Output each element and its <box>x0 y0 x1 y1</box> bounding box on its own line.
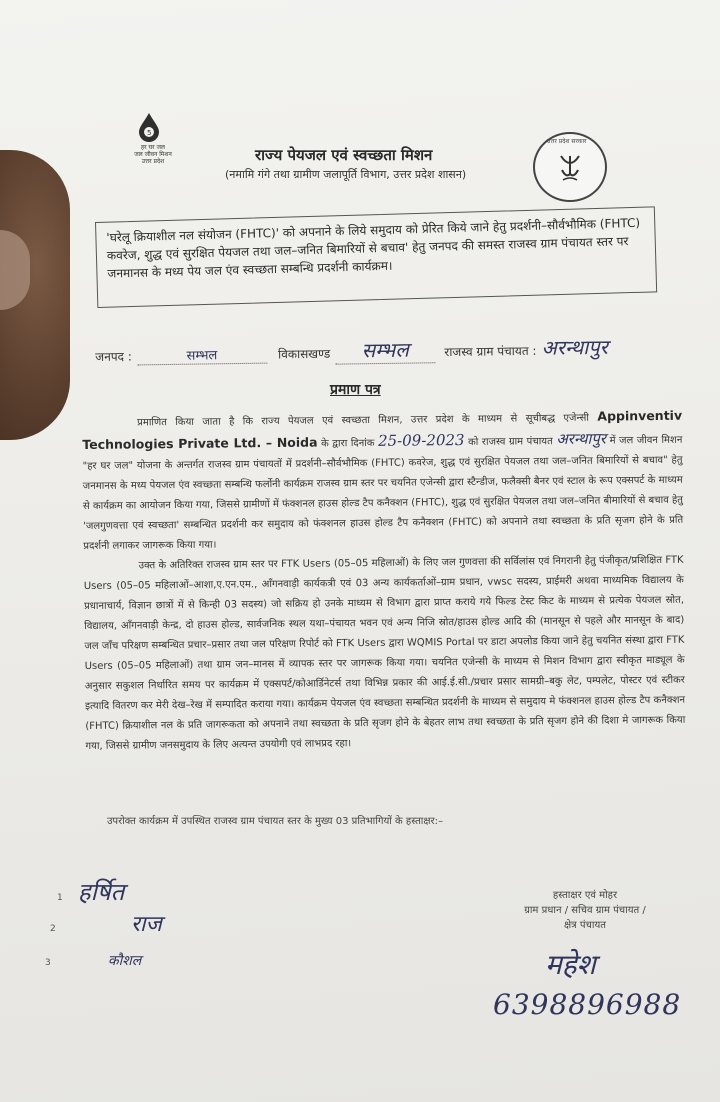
emblem-text: उत्तर प्रदेश सरकार <box>547 138 587 145</box>
participant-signature: हर्षित <box>77 878 125 906</box>
paragraph-1 <box>82 406 683 557</box>
paragraph-2: उक्त के अतिरिक्त राजस्व ग्राम स्तर पर FTK Users (05–05 महिलाओं) के लिए जल गुणवत्ता की सर्विलांस एवं निगरानी हेतु पंजीकृत/प्रशिक्षित FTK Users (05–05 महिलाओं–आशा,ए.एन.एम., आँगनवाड़ी कार्यकत्री एवं 03 अन्य कार्यकर्ताओं–ग्राम प्रधान, vwsc सदस्य, प्राईमरी अथवा माध्यमिक विद्यालय के प्रधानाचार्य, विज्ञान छात्रों में से किन्ही 03 सदस्य) जो सक्रिय हो उनके माध्यम से विभाग द्वारा प्राप्त कराये गये फिल्ड टेस्ट किट के माध्यम से प्रत्येक पेयजल स्रोत, विद्यालय, आँगनवाड़ी केन्द्र, दो हाउस होल्ड, सार्वजनिक स्थल यथा–पंचायत भवन एवं अन्य निजि स्रोत/हाउस होल्ड आदि की (मानसून से पहले और मानसून के बाद) जल जाँच परिक्षण सम्बन्धित प्रचार–प्रसार तथा जल परिक्षण रिपोर्ट को FTK Users द्वारा WQMIS Portal पर डाटा अपलोड किया जाने हेतु चयनित संस्था द्वारा FTK Users (05–05 महिलाओं) तथा ग्राम जन–मानस में व्यापक स्तर पर जागरूक किया गया। चयनित एजेन्सी के माध्यम से मिशन विभाग द्वारा स्वीकृत माड्यूल के अनुसार सकुशल निर्धारित समय पर कार्यक्रम में एक्सपर्ट/कोआर्डिनेटर्स तथा विभिन्न प्रकार की आई.ई.सी./प्रचार प्रसार सामग्री–बकु लेट, पम्पलेट, पोस्टर एवं स्टीकर इत्यादि वितरण कर मेरी देख–रेख में सम्पादित कराया गया। कार्यक्रम पेयजल एंव स्वच्छता सम्बन्धित प्रदर्शनी के माध्यम से समुदाय मे फंक्शनल हाउस होल्ड टैप कनैक्शन (FHTC) क्रियाशील नल के प्रति जागरूकता को अपनाने तथा स्वच्छता के प्रति सृजग होने के बेहतर लाभ तथा स्वच्छता के प्रति सृजग होने की दिशा मे जागरूक किया गया, जिससे ग्रामीण जनसमुदाय के लिए अत्यन्त उपयोगी एवं लाभप्रद रहा। <box>83 554 686 752</box>
p1-date-label: के द्वारा दिनांक <box>321 437 375 450</box>
authority-line-3: क्षेत्र पंचायत <box>564 920 606 931</box>
participant-number: 1 <box>57 893 63 903</box>
p1-panchayat-label: को राजस्व ग्राम पंचायत <box>468 436 553 448</box>
jal-jeevan-mission-logo <box>128 112 172 176</box>
p1-intro: प्रमाणित किया जाता है कि राज्य पेयजल एवं स्वच्छता मिशन, उत्तर प्रदेश के माध्यम से सूचीबद्ध एजेन्सी <box>137 412 590 429</box>
program-date: 25-09-2023 <box>377 430 465 450</box>
district-field <box>137 344 267 366</box>
participants-note: उपरोक्त कार्यक्रम में उपस्थित राजस्व ग्राम पंचायत स्तर के मुख्य 03 प्रतिभागियों के हस्ताक्षर:– <box>106 816 444 827</box>
location-fields-row <box>95 332 695 368</box>
panchayat-handwritten: अरन्थापुर <box>556 429 607 449</box>
campaign-description-box: 'घरेलू क्रियाशील नल संयोजन (FHTC)' को अपनाने के लिये समुदाय को प्रेरित किये जाने हेतु प्रदर्शनी–सौर्वभौमिक (FHTC) कवरेज, शुद्ध एवं सुरक्षित पेयजल तथा जल–जनित बिमारियों से बचाव' हेतु जनपद की समस्त राजस्व ग्राम पंचायत स्तर पर जनमानस के मध्य पेय जल एंव स्वच्छता सम्बन्धि प्रदर्शनी कार्यक्रम। <box>95 206 657 308</box>
logo-text: हर घर जल जल जीवन मिशन उत्तर प्रदेश <box>134 144 172 165</box>
participant-number: 3 <box>45 958 51 968</box>
page-title: राज्य पेयजल एवं स्वच्छता मिशन <box>255 146 433 164</box>
certificate-title: प्रमाण पत्र <box>330 382 381 398</box>
participant-row <box>57 875 124 908</box>
district-label: जनपद : <box>95 349 132 364</box>
block-field <box>335 335 435 364</box>
block-label: विकासखण्ड <box>277 346 331 362</box>
page-subtitle: (नमामि गंगे तथा ग्रामीण जलापूर्ति विभाग, उत्तर प्रदेश शासन) <box>225 168 467 181</box>
panchayat-value: अरन्थापुर <box>541 334 609 360</box>
panchayat-label: राजस्व ग्राम पंचायत : <box>444 343 537 360</box>
certificate-body <box>82 406 686 757</box>
district-value: सम्भल <box>186 348 218 364</box>
water-drop-icon <box>138 112 160 142</box>
authority-block <box>500 888 670 933</box>
participant-signature: कौशल <box>107 953 142 969</box>
agency-name: Appinventiv Technologies Private Ltd. – Noida <box>82 407 683 452</box>
p1-body: में जल जीवन मिशन "हर घर जल" योजना के अन्तर्गत राजस्व ग्राम पंचायतों में प्रदर्शनी–सौर्वभौमिक (FHTC) कवरेज, शुद्ध एवं सुरक्षित पेयजल तथा जल–जनित बिमारियों से बचाव" हेतु जनमानस के मध्य पेयजल एंव स्वच्छता सम्बन्धि फर्लोनी कार्यक्रम राजस्व ग्राम स्तर पर चयनित एजेन्सी द्वारा स्टैन्डीज, फलैक्सी बैनर एवं स्टाल के रूप एक्सपर्ट के माध्यम से कार्यक्रम का आयोजन किया गया, जिससे ग्रामीणों में फंक्शनल हाउस होल्ड टैप कनैक्शन (FHTC), शुद्ध एवं सुरक्षित पेयजल तथा जल–जनित बीमारियों से बचाव हेतु 'जलगुणवत्ता एवं स्वच्छता' सम्बन्धित प्रदर्शनी कर समुदाय को फंक्शनल हाउस होल्ड टैप कनैक्शन (FHTC) को अपनाने तथा स्वच्छता के प्रति सृजग होने के प्रति प्रदर्शनी लगाकर जागरूक किया गया। <box>82 434 684 552</box>
participant-row <box>50 908 162 938</box>
bow-and-fish-emblem-icon <box>557 152 583 184</box>
participant-row <box>45 950 141 970</box>
participant-signature: राज <box>130 912 162 937</box>
svg-text:5: 5 <box>147 129 152 137</box>
authority-signature: महेश <box>545 948 596 981</box>
phone-number: 6398896988 <box>493 988 682 1021</box>
authority-line-2: ग्राम प्रधान / सचिव ग्राम पंचायत / <box>524 905 646 916</box>
block-value: सम्भल <box>361 337 409 363</box>
up-government-emblem <box>533 132 607 202</box>
participant-number: 2 <box>50 924 56 934</box>
authority-line-1: हस्ताक्षर एवं मोहर <box>552 890 618 901</box>
